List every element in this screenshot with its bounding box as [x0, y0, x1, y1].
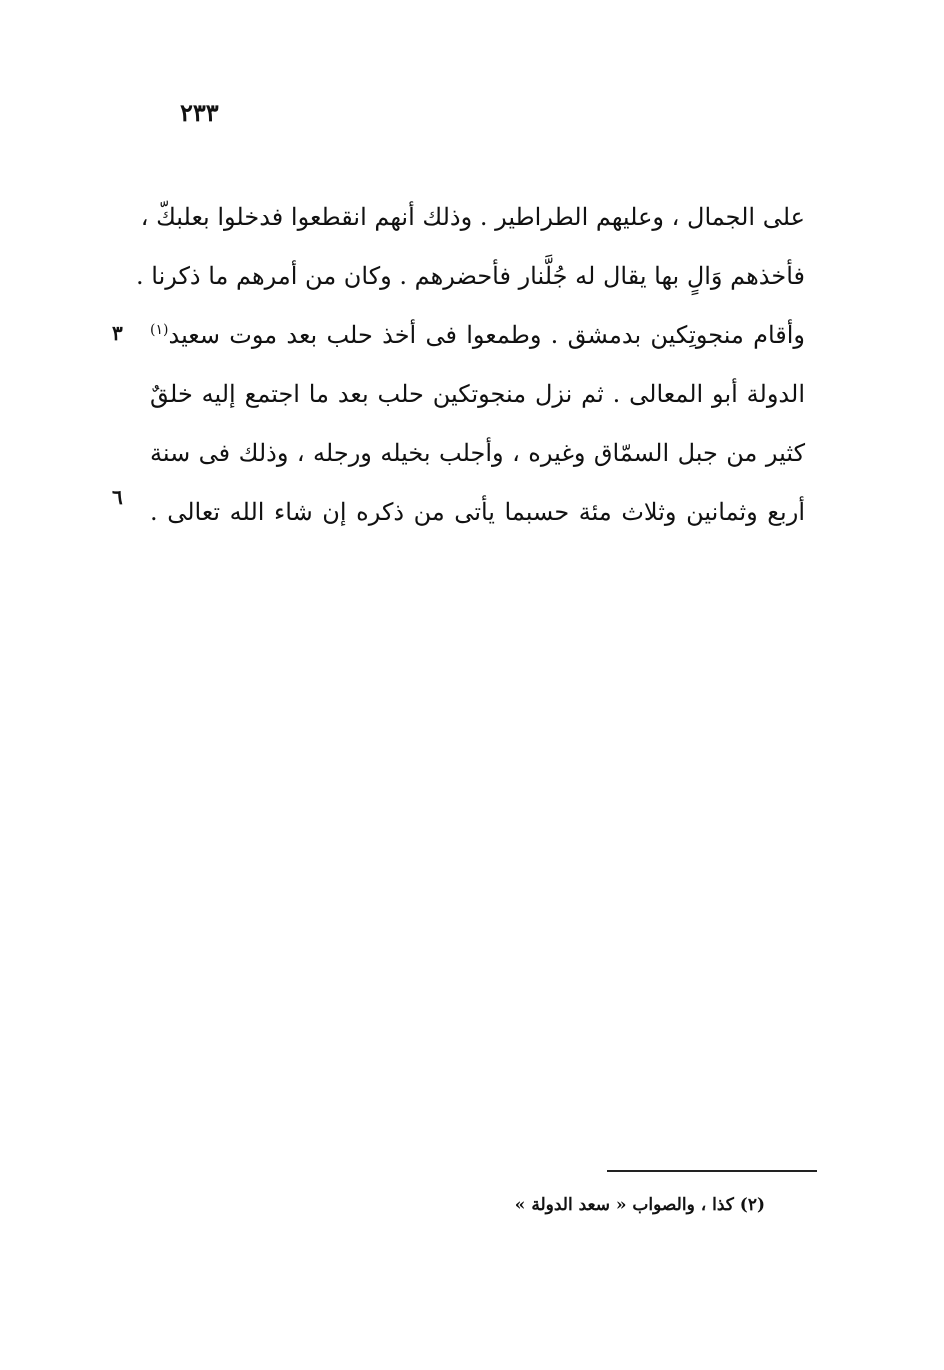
- text-line: [150, 424, 805, 483]
- text-line-content: على الجمال ، وعليهم الطراطير . وذلك أنهم انقطعوا فدخلوا بعلبكّ ،: [140, 203, 805, 231]
- text-line: [136, 247, 805, 306]
- text-line-content: وأقام منجوتِكين بدمشق . وطمعوا فى أخذ حلب بعد موت سعيد: [168, 321, 805, 349]
- page-number: ٢٣٣: [180, 98, 219, 127]
- margin-line-number: ٦: [112, 485, 123, 509]
- text-line-content: الدولة أبو المعالى . ثم نزل منجوتكين حلب بعد ما اجتمع إليه خلقٌ: [150, 380, 805, 408]
- footnote: (٢) كذا ، والصواب « سعد الدولة »: [514, 1195, 765, 1215]
- text-line-content: فأخذهم وَالٍ بها يقال له جُلَّنار فأحضرهم . وكان من أمرهم ما ذكرنا .: [136, 262, 805, 290]
- text-line: [150, 306, 805, 365]
- text-line: [150, 365, 805, 424]
- text-line: [140, 188, 805, 247]
- text-line: [150, 483, 805, 542]
- text-line-content: كثير من جبل السمّاق وغيره ، وأجلب بخيله ورجله ، وذلك فى سنة: [150, 439, 805, 467]
- margin-line-number: ٣: [112, 321, 123, 345]
- footnote-divider: [607, 1170, 817, 1172]
- text-line-content: أربع وثمانين وثلاث مئة حسبما يأتى من ذكره إن شاء الله تعالى .: [150, 498, 805, 526]
- footnote-reference: (١): [150, 322, 169, 338]
- body-text: [136, 188, 805, 542]
